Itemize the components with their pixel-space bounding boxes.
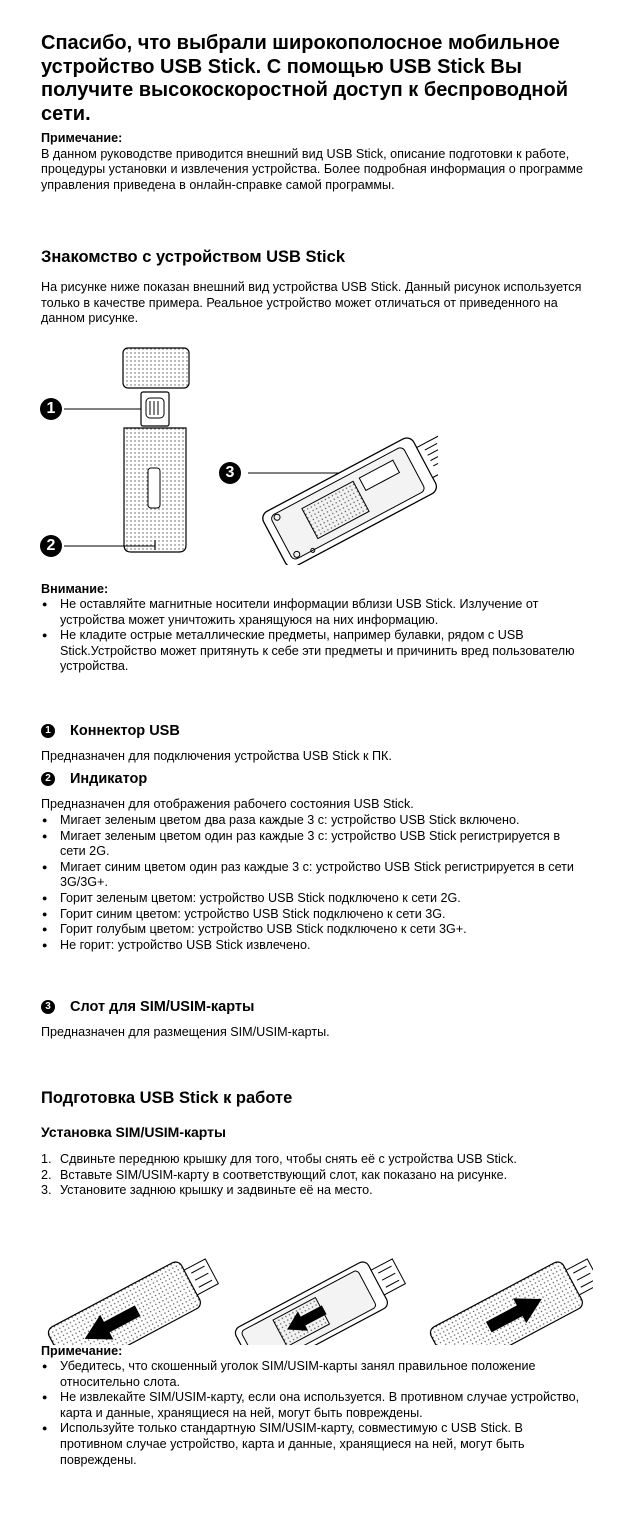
part-2-title: Индикатор	[70, 771, 148, 787]
indicator-states-list	[41, 813, 586, 953]
part-1-number: 1	[41, 724, 55, 738]
callout-3: 3	[219, 462, 241, 484]
warning-item: ● Не оставляйте магнитные носители информации вблизи USB Stick. Излучение от устройства может уничтожить хранящуюся на них информацию.	[41, 597, 586, 628]
part-1-description: Предназначен для подключения устройства USB Stick к ПК.	[41, 749, 392, 763]
step-1-image	[46, 1248, 224, 1345]
prep-note-item: ● Используйте только стандартную SIM/USIM-карту, совместимую с USB Stick. В противном случае устройство, карта и данные, хранящиеся на ней, могут быть повреждены.	[41, 1421, 586, 1468]
prep-notes-list	[41, 1359, 586, 1468]
overview-heading: Знакомство с устройством USB Stick	[41, 248, 345, 266]
prep-note-item: ● Не извлекайте SIM/USIM-карту, если она используется. В противном случае устройство, карта и данные, хранящиеся на ней, могут быть повреждены.	[41, 1390, 586, 1421]
warning-list	[41, 597, 586, 675]
sim-install-illustrations	[38, 1230, 593, 1345]
part-1-title: Коннектор USB	[70, 723, 180, 739]
usb-stick-illustration	[38, 340, 438, 565]
page-title: Спасибо, что выбрали широкополосное мобильное устройство USB Stick. С помощью USB Stick Вы получите высокоскоростной доступ к беспроводной сети.	[41, 32, 568, 125]
part-2-description: Предназначен для отображения рабочего состояния USB Stick.	[41, 797, 414, 811]
indicator-state: ● Горит голубым цветом: устройство USB Stick подключено к сети 3G+.	[41, 922, 586, 938]
part-3-title: Слот для SIM/USIM-карты	[70, 999, 255, 1015]
callout-2: 2	[40, 535, 62, 557]
step-2-image	[233, 1248, 411, 1345]
step-3-image	[428, 1248, 593, 1345]
callout-1: 1	[40, 398, 62, 420]
indicator-state: ● Мигает зеленым цветом два раза каждые 3 с: устройство USB Stick включено.	[41, 813, 586, 829]
prep-heading: Подготовка USB Stick к работе	[41, 1089, 293, 1107]
indicator-state: ● Горит зеленым цветом: устройство USB Stick подключено к сети 2G.	[41, 891, 586, 907]
usb-open-device	[260, 423, 438, 565]
warning-item: ● Не кладите острые металлические предметы, например булавки, рядом с USB Stick.Устройство может притянуть к себе эти предметы и причинить вред пользователю устройства.	[41, 628, 586, 675]
part-3-number: 3	[41, 1000, 55, 1014]
intro-note	[41, 131, 591, 193]
usb-cap	[123, 348, 189, 388]
prep-note-label: Примечание:	[41, 1344, 123, 1358]
part-2-number: 2	[41, 772, 55, 786]
prep-subheading: Установка SIM/USIM-карты	[41, 1124, 226, 1140]
prep-step: 2. Вставьте SIM/USIM-карту в соответствующий слот, как показано на рисунке.	[41, 1167, 508, 1182]
prep-steps	[41, 1152, 586, 1199]
indicator-state: ● Мигает зеленым цветом один раз каждые 3 с: устройство USB Stick регистрируется в сети 2G.	[41, 829, 586, 860]
intro-note-label: Примечание:	[41, 131, 123, 145]
indicator-state: ● Не горит: устройство USB Stick извлечено.	[41, 938, 586, 954]
prep-step: 1. Сдвиньте переднюю крышку для того, чтобы снять её с устройства USB Stick.	[41, 1152, 517, 1166]
warning-label: Внимание:	[41, 582, 109, 596]
prep-note-item: ● Убедитесь, что скошенный уголок SIM/USIM-карты занял правильное положение относительно слота.	[41, 1359, 586, 1390]
indicator-state: ● Мигает синим цветом один раз каждые 3 с: устройство USB Stick регистрируется в сети 3G/3G+.	[41, 860, 586, 891]
overview-text: На рисунке ниже показан внешний вид устройства USB Stick. Данный рисунок используется только в качестве примера. Реальное устройство может отличаться от приведенного на данном рисунке.	[41, 280, 582, 326]
intro-note-text: В данном руководстве приводится внешний вид USB Stick, описание подготовки к работе, процедуры установки и извлечения устройства. Более подробная информация о программе управления приведена в онлайн-справке самой программы.	[41, 146, 583, 192]
indicator-state: ● Горит синим цветом: устройство USB Stick подключено к сети 3G.	[41, 907, 586, 923]
prep-step: 3. Установите заднюю крышку и задвиньте её на место.	[41, 1183, 373, 1198]
part-3-description: Предназначен для размещения SIM/USIM-карты.	[41, 1025, 330, 1039]
